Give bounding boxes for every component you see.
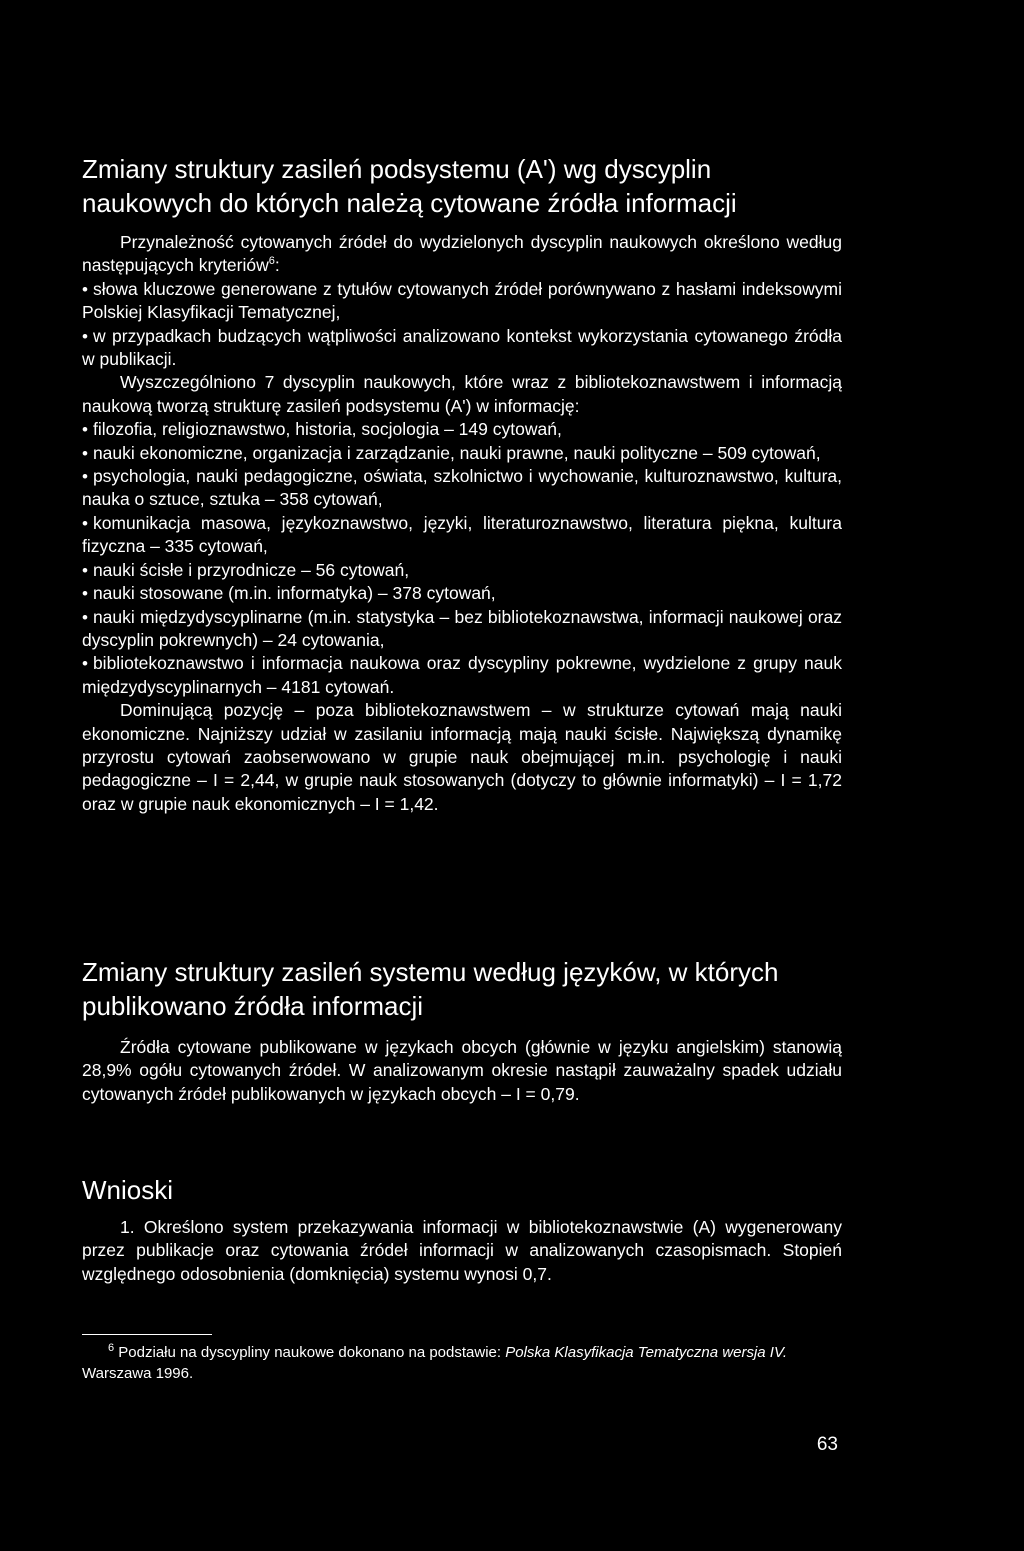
- section-heading: Zmiany struktury zasileń systemu według języków, w których publikowano źródła informacji: [82, 957, 779, 1021]
- disciplines-list: [82, 418, 842, 699]
- criteria-list: [82, 278, 842, 372]
- list-item: • nauki międzydyscyplinarne (m.in. statystyka – bez bibliotekoznawstwa, informacji naukowej oraz dyscyplin pokrewnych) – 24 cytowania,: [82, 606, 842, 650]
- section-body: [82, 1036, 842, 1106]
- list-item: • bibliotekoznawstwo i informacja naukowa oraz dyscypliny pokrewne, wydzielone z grupy nauk międzydyscyplinarnych – 4181 cytowań.: [82, 653, 842, 697]
- bullet-icon: •: [82, 420, 88, 440]
- list-item: • psychologia, nauki pedagogiczne, oświata, szkolnictwo i wychowanie, kulturoznawstwo, kultura, nauka o sztuce, sztuka – 358 cytowań,: [82, 466, 842, 510]
- paragraph: Wyszczególniono 7 dyscyplin naukowych, które wraz z bibliotekoznawstwem i informacją naukową tworzą strukturę zasileń podsystemu (A') w informację:: [82, 372, 842, 416]
- list-item: • komunikacja masowa, językoznawstwo, języki, literaturoznawstwo, literatura piękna, kultura fizyczna – 335 cytowań,: [82, 512, 842, 557]
- list-item: • nauki ekonomiczne, organizacja i zarządzanie, nauki prawne, nauki polityczne – 509 cytowań,: [82, 442, 821, 463]
- list-item: • nauki stosowane (m.in. informatyka) – 378 cytowań,: [82, 583, 496, 604]
- page-number: 63: [816, 1434, 838, 1455]
- list-item: • filozofia, religioznawstwo, historia, socjologia – 149 cytowań,: [82, 419, 562, 440]
- intro-paragraph: Przynależność cytowanych źródeł do wydzielonych dyscyplin naukowych określono według następujących kryteriów$^6$:: [82, 232, 842, 276]
- section-body: [82, 1216, 842, 1286]
- list-item: • nauki ścisłe i przyrodnicze – 56 cytowań,: [82, 559, 410, 580]
- bullet-icon: •: [82, 326, 88, 346]
- bullet-icon: •: [82, 584, 88, 604]
- bullet-icon: •: [82, 513, 88, 533]
- section-heading: Wnioski: [82, 1175, 174, 1205]
- section-heading: Zmiany struktury zasileń podsystemu (A') wg dyscyplin naukowych do których należą cytowane źródła informacji: [82, 154, 737, 218]
- bullet-icon: •: [82, 279, 88, 299]
- footnote-divider: [82, 1334, 212, 1335]
- bullet-icon: •: [82, 467, 88, 487]
- footnote: $^6$ Podziału na dyscypliny naukowe dokonano na podstawie: Polska Klasyfikacja Tematyczna wersja IV. Warszawa 1996.: [82, 1342, 788, 1382]
- paragraph: Źródła cytowane publikowane w językach obcych (głównie w języku angielskim) stanowią 28,9% ogółu cytowanych źródeł. W analizowanym okresie nastąpił zauważalny spadek udziału cytowanych źródeł publikowanych w językach obcych – I = 0,79.: [82, 1037, 842, 1104]
- bullet-icon: •: [82, 560, 88, 580]
- bullet-icon: •: [82, 654, 88, 674]
- list-item: • w przypadkach budzących wątpliwości analizowano kontekst wykorzystania cytowanego źródła w publikacji.: [82, 325, 842, 370]
- footnote-ref: 6: [268, 255, 275, 268]
- bullet-icon: •: [82, 443, 88, 463]
- paragraph: Dominującą pozycję – poza bibliotekoznawstwem – w strukturze cytowań mają nauki ekonomiczne. Najniższy udział w zasilaniu informacją mają nauki ścisłe. Największą dynamikę przyrostu cytowań zaobserwowano w grupie nauk obejmującej m.in. psychologię i nauki pedagogiczne – I = 2,44, w grupie nauk stosowanych (dotyczy to głównie informatyki) – I = 1,72 oraz w grupie nauk ekonomicznych – I = 1,42.: [82, 700, 842, 814]
- section-body: [82, 231, 842, 816]
- paragraph: 1. Określono system przekazywania informacji w bibliotekoznawstwie (A) wygenerowany przez publikacje oraz cytowania źródeł informacji w analizowanych czasopismach. Stopień względnego odosobnienia (domknięcia) systemu wynosi 0,7.: [82, 1217, 842, 1284]
- bullet-icon: •: [82, 607, 88, 627]
- list-item: • słowa kluczowe generowane z tytułów cytowanych źródeł porównywano z hasłami indeksowymi Polskiej Klasyfikacji Tematycznej,: [82, 278, 842, 323]
